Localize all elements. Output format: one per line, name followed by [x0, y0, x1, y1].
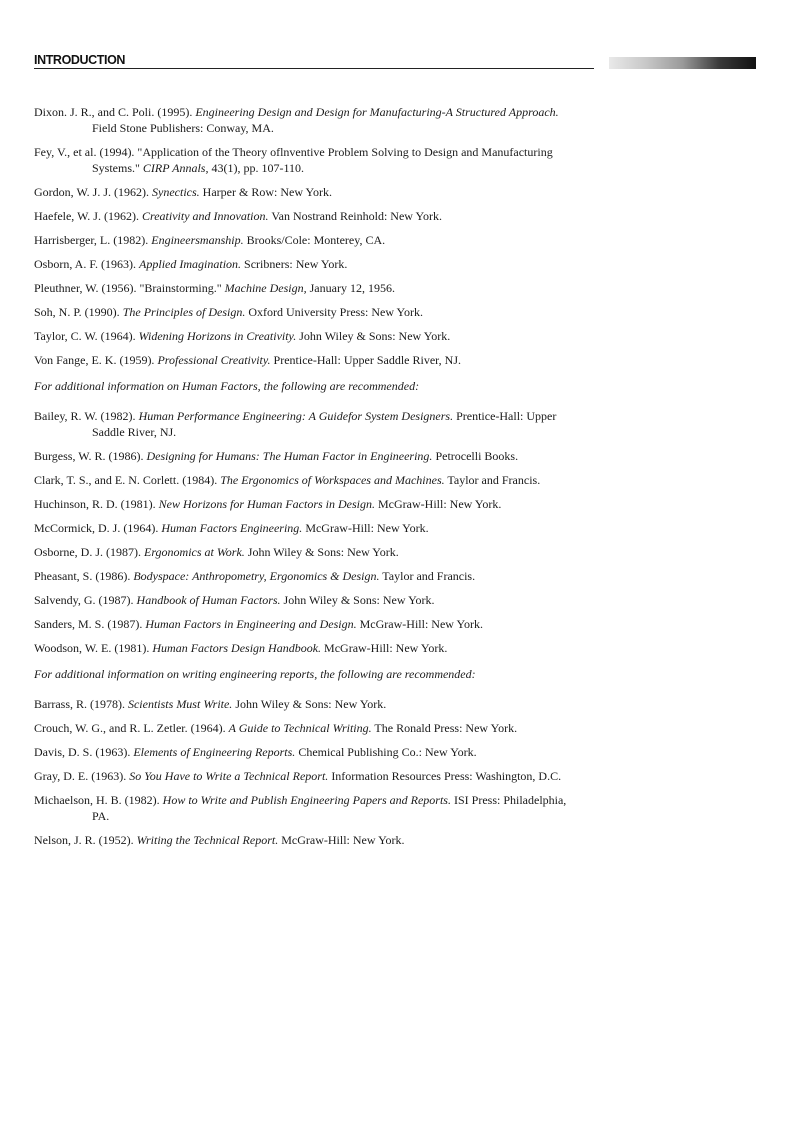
reference-list — [34, 104, 582, 856]
reference-title: Designing for Humans: The Human Factor in Engineering. — [146, 449, 433, 463]
reference-title: Elements of Engineering Reports. — [133, 745, 296, 759]
reference-title: So You Have to Write a Technical Report. — [129, 769, 329, 783]
reference-publisher: McGraw-Hill: New York. — [356, 617, 483, 631]
reference-authors: Woodson, W. E. (1981). — [34, 641, 153, 655]
reference-title: Human Factors in Engineering and Design. — [145, 617, 357, 631]
reference-authors: Osborne, D. J. (1987). — [34, 545, 144, 559]
reference-authors: Crouch, W. G., and R. L. Zetler. (1964). — [34, 721, 229, 735]
reference-entry — [34, 144, 582, 176]
reference-publisher: Petrocelli Books. — [432, 449, 519, 463]
reference-entry — [34, 408, 582, 440]
reference-title: Ergonomics at Work. — [144, 545, 245, 559]
reference-authors: Harrisberger, L. (1982). — [34, 233, 152, 247]
reference-entry — [34, 520, 582, 536]
reference-entry — [34, 472, 582, 488]
reference-publisher: McGraw-Hill: New York. — [321, 641, 448, 655]
reference-publisher: The Ronald Press: New York. — [371, 721, 518, 735]
reference-title: Engineersmanship. — [151, 233, 244, 247]
reference-authors: Soh, N. P. (1990). — [34, 305, 123, 319]
reference-authors: Nelson, J. R. (1952). — [34, 833, 137, 847]
reference-publisher: John Wiley & Sons: New York. — [280, 593, 435, 607]
reference-entry — [34, 616, 582, 632]
reference-entry — [34, 208, 582, 224]
header-gradient-bar — [609, 57, 756, 69]
reference-authors: Clark, T. S., and E. N. Corlett. (1984). — [34, 473, 221, 487]
reference-publisher: Taylor and Francis. — [444, 473, 541, 487]
reference-title: New Horizons for Human Factors in Design. — [158, 497, 376, 511]
reference-authors: Von Fange, E. K. (1959). — [34, 353, 158, 367]
reference-title: Human Factors Engineering. — [161, 521, 303, 535]
reference-authors: Osborn, A. F. (1963). — [34, 257, 140, 271]
reference-title: Professional Creativity. — [157, 353, 271, 367]
reference-authors: Bailey, R. W. (1982). — [34, 409, 139, 423]
reference-authors: Pleuthner, W. (1956). "Brainstorming." — [34, 281, 225, 295]
reference-authors: Gray, D. E. (1963). — [34, 769, 130, 783]
reference-entry — [34, 720, 582, 736]
reference-publisher: John Wiley & Sons: New York. — [244, 545, 399, 559]
reference-entry — [34, 544, 582, 560]
reference-authors: Pheasant, S. (1986). — [34, 569, 134, 583]
reference-authors: Haefele, W. J. (1962). — [34, 209, 142, 223]
reference-title: Bodyspace: Anthropometry, Ergonomics & Design. — [133, 569, 380, 583]
reference-entry — [34, 768, 582, 784]
reference-entry — [34, 592, 582, 608]
reference-entry — [34, 256, 582, 272]
reference-entry — [34, 744, 582, 760]
reference-publisher: Taylor and Francis. — [379, 569, 476, 583]
reference-entry — [34, 496, 582, 512]
running-header — [34, 53, 756, 73]
reference-entry — [34, 696, 582, 712]
reference-title: Scientists Must Write. — [127, 697, 233, 711]
reference-publisher: McGraw-Hill: New York. — [302, 521, 429, 535]
reference-title: Handbook of Human Factors. — [136, 593, 281, 607]
reference-publisher: Field Stone Publishers: Conway, MA. — [92, 121, 274, 135]
reference-authors: Taylor, C. W. (1964). — [34, 329, 139, 343]
reference-entry — [34, 304, 582, 320]
reference-entry — [34, 448, 582, 464]
reference-publisher: 43(1), pp. 107-110. — [208, 161, 305, 175]
reference-publisher: Brooks/Cole: Monterey, CA. — [243, 233, 386, 247]
reference-authors: Fey, V., et al. (1994). "Application of the Theory oflnventive Problem Solving to Design and Manufacturing Systems." — [34, 145, 553, 175]
reference-title: A Guide to Technical Writing. — [228, 721, 372, 735]
header-title: INTRODUCTION — [34, 53, 126, 67]
section-note: For additional information on Human Factors, the following are recommended: — [34, 379, 420, 393]
section-note: For additional information on writing engineering reports, the following are recommended: — [34, 667, 476, 681]
reference-publisher: January 12, 1956. — [306, 281, 395, 295]
reference-publisher: Harper & Row: New York. — [199, 185, 332, 199]
reference-entry — [34, 832, 582, 848]
reference-publisher: Chemical Publishing Co.: New York. — [295, 745, 477, 759]
reference-publisher: Information Resources Press: Washington, D.C. — [328, 769, 562, 783]
reference-publisher: John Wiley & Sons: New York. — [232, 697, 387, 711]
reference-title: Engineering Design and Design for Manufacturing-A Structured Approach. — [195, 105, 559, 119]
reference-authors: McCormick, D. J. (1964). — [34, 521, 162, 535]
reference-title: Machine Design, — [224, 281, 307, 295]
reference-title: Writing the Technical Report. — [136, 833, 279, 847]
reference-title: Human Factors Design Handbook. — [152, 641, 322, 655]
reference-entry — [34, 184, 582, 200]
reference-entry — [34, 568, 582, 584]
header-rule — [34, 68, 594, 69]
reference-title: How to Write and Publish Engineering Papers and Reports. — [162, 793, 451, 807]
reference-authors: Burgess, W. R. (1986). — [34, 449, 147, 463]
reference-entry — [34, 328, 582, 344]
reference-publisher: Prentice-Hall: Upper Saddle River, NJ. — [92, 409, 557, 439]
reference-title: Applied Imagination. — [139, 257, 242, 271]
reference-title: The Ergonomics of Workspaces and Machines. — [220, 473, 445, 487]
reference-publisher: McGraw-Hill: New York. — [375, 497, 502, 511]
reference-publisher: Oxford University Press: New York. — [245, 305, 424, 319]
reference-authors: Gordon, W. J. J. (1962). — [34, 185, 153, 199]
reference-publisher: ISI Press: Philadelphia, PA. — [92, 793, 567, 823]
reference-title: Creativity and Innovation. — [141, 209, 269, 223]
reference-authors: Michaelson, H. B. (1982). — [34, 793, 163, 807]
reference-publisher: McGraw-Hill: New York. — [278, 833, 405, 847]
reference-publisher: Prentice-Hall: Upper Saddle River, NJ. — [270, 353, 462, 367]
reference-title: CIRP Annals, — [142, 161, 209, 175]
reference-authors: Salvendy, G. (1987). — [34, 593, 137, 607]
reference-entry — [34, 232, 582, 248]
reference-authors: Dixon. J. R., and C. Poli. (1995). — [34, 105, 196, 119]
reference-entry — [34, 104, 582, 136]
reference-title: Synectics. — [152, 185, 200, 199]
reference-publisher: Scribners: New York. — [241, 257, 348, 271]
reference-authors: Sanders, M. S. (1987). — [34, 617, 146, 631]
reference-authors: Huchinson, R. D. (1981). — [34, 497, 159, 511]
reference-authors: Barrass, R. (1978). — [34, 697, 128, 711]
reference-entry — [34, 352, 582, 368]
reference-entry — [34, 640, 582, 656]
reference-entry — [34, 792, 582, 824]
reference-entry — [34, 280, 582, 296]
reference-publisher: John Wiley & Sons: New York. — [296, 329, 451, 343]
reference-publisher: Van Nostrand Reinhold: New York. — [268, 209, 442, 223]
reference-authors: Davis, D. S. (1963). — [34, 745, 134, 759]
reference-title: Human Performance Engineering: A Guidefor System Designers. — [138, 409, 454, 423]
reference-title: The Principles of Design. — [122, 305, 246, 319]
reference-title: Widening Horizons in Creativity. — [138, 329, 297, 343]
